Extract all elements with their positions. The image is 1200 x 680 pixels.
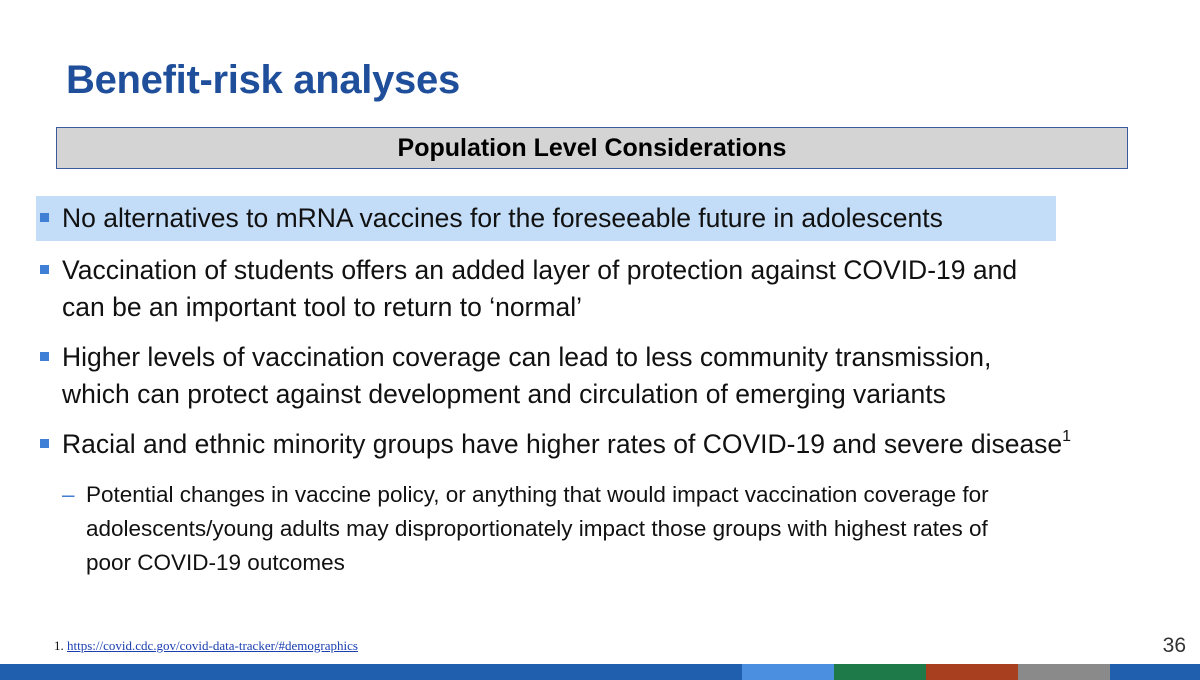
- bar-segment-gray: [1018, 664, 1110, 680]
- bullet-line: can be an important tool to return to ‘normal’: [62, 292, 582, 322]
- bullet-text: No alternatives to mRNA vaccines for the foreseeable future in adolescents: [62, 203, 943, 233]
- bullet-line: Racial and ethnic minority groups have higher rates of COVID-19 and severe disease: [62, 429, 1063, 459]
- bottom-color-bar: [0, 664, 1200, 680]
- section-header-text: Population Level Considerations: [397, 133, 787, 162]
- bullet-text: [62, 426, 1071, 463]
- bullet-line: which can protect against development and circulation of emerging variants: [62, 379, 946, 409]
- footnote-number: 1.: [54, 638, 64, 653]
- bar-segment-green: [834, 664, 926, 680]
- sub-bullet-line: adolescents/young adults may disproportionately impact those groups with highest rates of: [86, 516, 988, 541]
- bullet-line: Higher levels of vaccination coverage can lead to less community transmission,: [62, 342, 992, 372]
- bar-segment-blue: [742, 664, 834, 680]
- page-number: 36: [1162, 634, 1186, 657]
- bullet-text: [62, 339, 991, 413]
- footnote: [54, 638, 358, 654]
- bullet-square-icon: [40, 439, 49, 448]
- sub-bullet-dash: –: [62, 482, 75, 507]
- sub-bullet-line: Potential changes in vaccine policy, or anything that would impact vaccination coverage for: [86, 482, 989, 507]
- bullet-square-icon: [40, 213, 49, 222]
- bullet-square-icon: [40, 265, 49, 274]
- bullet-text: [62, 252, 1017, 326]
- sub-bullet-text: [86, 478, 989, 580]
- section-header-box: [56, 127, 1128, 169]
- footnote-reference: 1: [1062, 428, 1072, 445]
- bar-segment-navy: [0, 664, 742, 680]
- slide-title: Benefit-risk analyses: [66, 58, 460, 102]
- bullet-line: Vaccination of students offers an added layer of protection against COVID-19 and: [62, 255, 1018, 285]
- bar-segment-end: [1110, 664, 1200, 680]
- footnote-link[interactable]: https://covid.cdc.gov/covid-data-tracker/#demographics: [67, 638, 358, 653]
- sub-bullet-line: poor COVID-19 outcomes: [86, 550, 345, 575]
- bar-segment-red: [926, 664, 1018, 680]
- bullet-square-icon: [40, 352, 49, 361]
